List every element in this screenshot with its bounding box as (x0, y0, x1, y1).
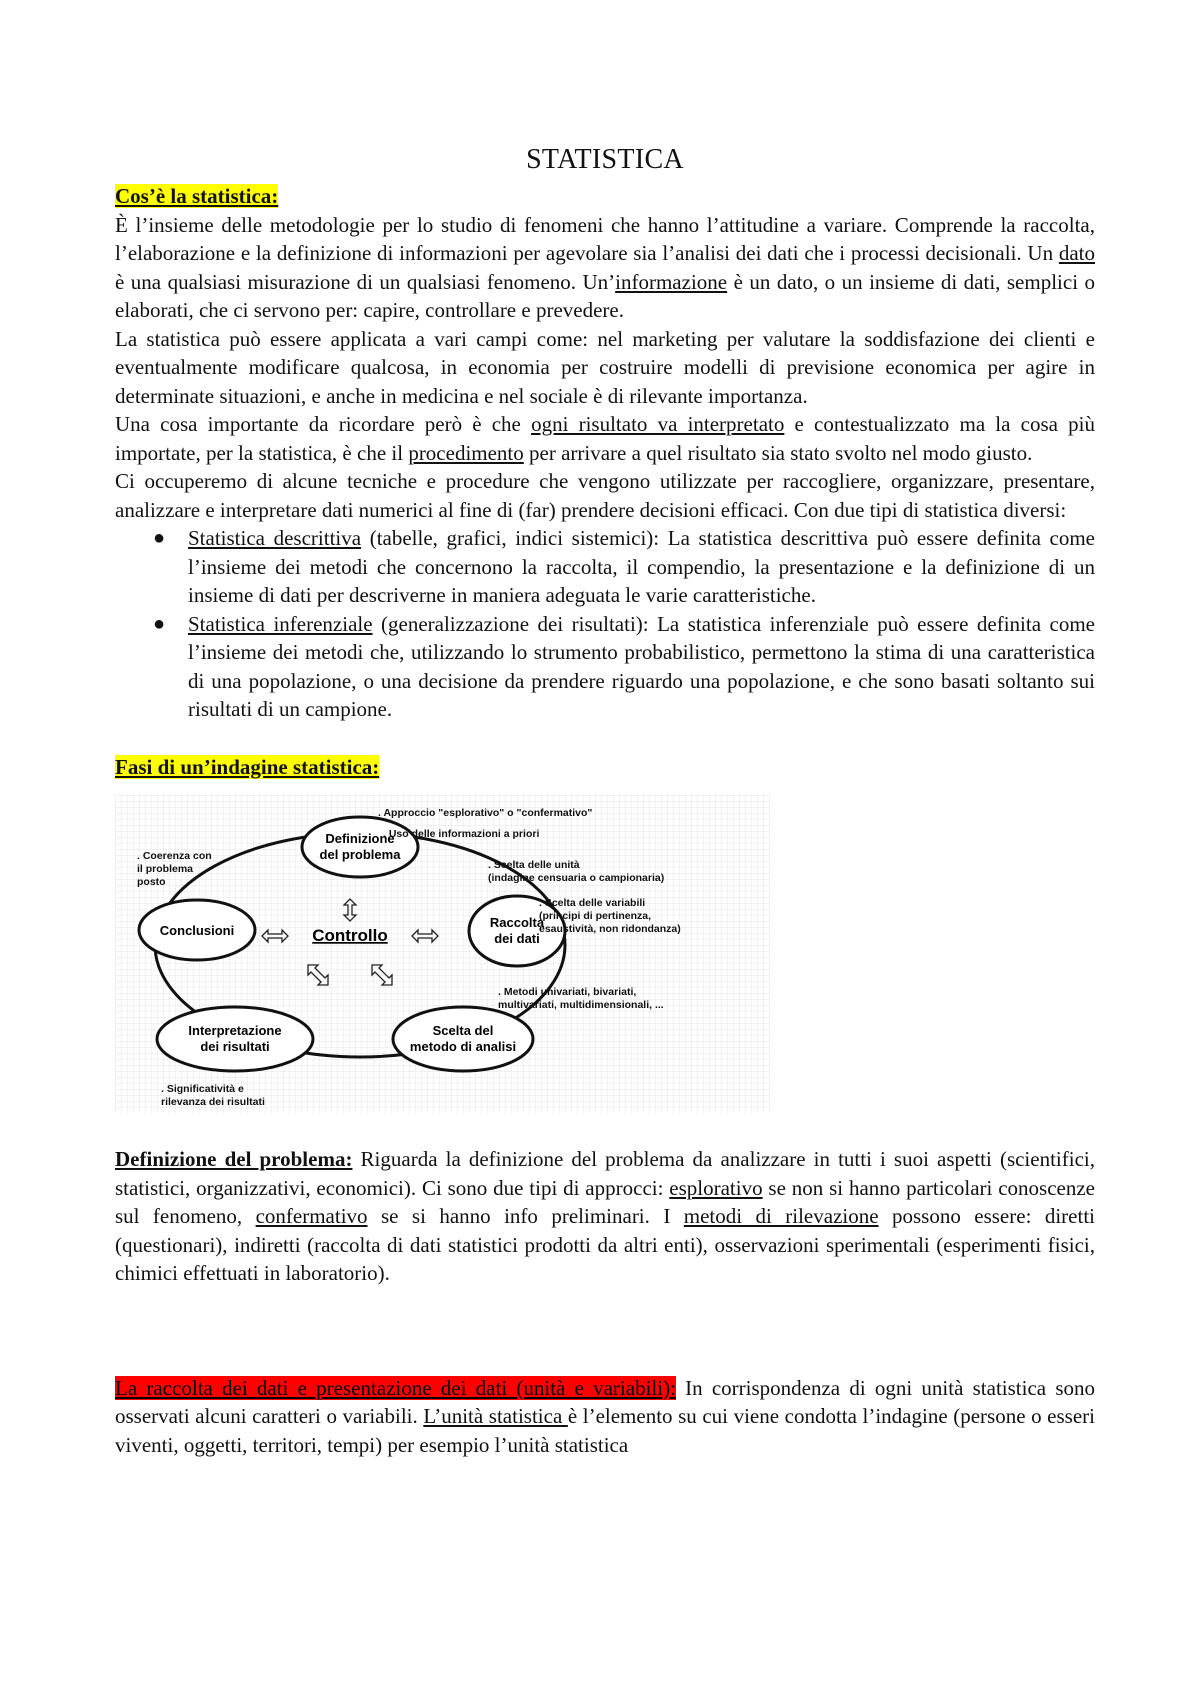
text-run: è una qualsiasi misurazione di un qualsiasi fenomeno. Un’ (115, 269, 616, 294)
node-scelta (393, 1007, 533, 1071)
text-run: In corrispondenza di ogni unità statistica sono osservati alcuni caratteri o variabili. (115, 1375, 1095, 1428)
underlined-term: Statistica inferenziale (188, 611, 373, 636)
note-label: . Scelta delle variabili (539, 897, 646, 909)
node-definizione (302, 817, 418, 877)
note-label: (indagine censuaria o campionaria) (488, 872, 665, 884)
paragraph-data-collection (115, 1374, 1095, 1460)
underlined-term-confermativo: confermativo (255, 1204, 368, 1228)
underlined-term-metodi: metodi di rilevazione (683, 1204, 879, 1228)
paragraph-definition (115, 211, 1095, 325)
text-run: Riguarda la definizione del problema da analizzare in tutti i suoi aspetti (scientifici, statistici, organizzativi, economici). Ci sono due tipi di approcci: (115, 1147, 1095, 1200)
text-run: è un dato, o un insieme di dati, semplici o elaborati, che ci servono per: capire, controllare e prevedere. (115, 269, 1095, 322)
paragraph-techniques: Ci occuperemo di alcune tecniche e procedure che vengono utilizzate per raccogliere, organizzare, presentare, analizzare e interpretare dati numerici al fine di (far) prendere decisioni efficaci. Con due tipi di statistica diversi: (115, 469, 1095, 522)
paragraph-problem-definition (115, 1145, 1095, 1288)
paragraph-applications: La statistica può essere applicata a vari campi come: nel marketing per valutare la soddisfazione dei clienti e eventualmente modificare qualcosa, in economia per costruire modelli di previsione economica per agire in determinate situazioni, e anche in medicina e nel sociale è di rilevante importanza. (115, 326, 1095, 408)
node-label: dei risultati (200, 1039, 270, 1054)
paragraph-interpretation (115, 410, 1095, 467)
note-label: il problema (137, 863, 194, 875)
underlined-term-informazione: informazione (615, 269, 728, 294)
node-label: Conclusioni (159, 923, 235, 938)
center-label-controllo: Controllo (312, 926, 388, 945)
text-run: è l’elemento su cui viene condotta l’indagine (persone o esseri viventi, oggetti, territori, tempi) per esempio l’unità statistica (115, 1404, 1095, 1457)
text-run: se si hanno info preliminari. I (367, 1204, 684, 1228)
note-label: . Approccio "esplorativo" o "confermativo" (378, 807, 593, 819)
note-label: posto (137, 876, 166, 888)
highlighted-heading: Fasi di un’indagine statistica: (115, 754, 380, 779)
node-label: metodo di analisi (409, 1039, 517, 1054)
note-label: . Uso delle informazioni a priori (383, 828, 540, 840)
node-label: dei dati (494, 931, 540, 946)
section-heading-what-is (115, 182, 1095, 211)
text-run: se non si hanno particolari conoscenze sul fenomeno, (115, 1175, 1096, 1228)
note-label: multivariati, multidimensionali, ... (498, 999, 664, 1011)
statistics-types-list (115, 524, 1095, 724)
note-label: esaustività, non ridondanza) (539, 923, 681, 935)
text-run: È l’insieme delle metodologie per lo studio di fenomeni che hanno l’attitudine a variare. Comprende la raccolta, l’elaborazione e la definizione di informazioni per agevolare sia l’analisi dei dati che i processi decisionali. Un (115, 212, 1095, 265)
list-item-inferenziale (115, 610, 1095, 724)
text-run: per arrivare a quel risultato sia stato svolto nel modo giusto. (523, 440, 1033, 465)
note-label: . Significatività e (161, 1083, 244, 1095)
underlined-term-dato: dato (1058, 241, 1095, 265)
highlighted-heading: Cos’è la statistica: (115, 184, 279, 208)
section-heading-phases (115, 753, 1095, 782)
note-label: rilevanza dei risultati (161, 1096, 265, 1108)
underlined-term: Statistica descrittiva (188, 526, 362, 550)
note-label: . Scelta delle unità (488, 859, 580, 871)
text-run: e contestualizzato ma la cosa più importate, per la statistica, è che il (115, 412, 1095, 465)
note-label: . Coerenza con (137, 850, 212, 862)
node-interpretazione (157, 1007, 313, 1071)
underlined-phrase: ogni risultato va interpretato (531, 412, 785, 436)
list-item-descrittiva (115, 524, 1095, 610)
text-run: possono essere: diretti (questionari), indiretti (raccolta di dati statistici prodotti da altri enti), osservazioni sperimentali (esperimenti fisici, chimici effettuati in laboratorio). (115, 1204, 1095, 1285)
page-title: STATISTICA (526, 144, 684, 175)
text-run: Una cosa importante da ricordare però è che (115, 412, 532, 436)
document-page (115, 140, 1095, 1459)
bullet-icon: ● (153, 527, 166, 549)
node-label: Scelta del (432, 1023, 494, 1038)
node-label: Definizione (325, 831, 395, 846)
node-conclusioni (139, 900, 255, 960)
text-run: (generalizzazione dei risultati): La statistica inferenziale può essere definita come l’insieme dei metodi che, utilizzando lo strumento probabilistico, permettono la stima di una caratteristica di una popolazione, o una decisione da prendere riguardo una popolazione, e che sono basati soltanto sui risultati di un campione. (188, 611, 1095, 721)
red-highlighted-heading: La raccolta dei dati e presentazione dei dati (unità e variabili): (115, 1375, 676, 1400)
underlined-term-esplorativo: esplorativo (669, 1175, 763, 1200)
note-label: . Metodi univariati, bivariati, (498, 986, 637, 998)
node-label: Interpretazione (188, 1023, 282, 1038)
note-label: (principi di pertinenza, (539, 910, 652, 922)
node-label: Raccolta (489, 915, 545, 930)
underlined-term-procedimento: procedimento (408, 440, 524, 465)
text-run: (tabelle, grafici, indici sistemici): La statistica descrittiva può essere definita come l’insieme dei metodi che concernono la raccolta, il compendio, la presentazione e la definizione di un insieme di dati per descriverne in maniera adeguata le varie caratteristiche. (188, 526, 1095, 607)
bullet-icon: ● (153, 612, 166, 635)
inline-heading: Definizione del problema: (115, 1147, 353, 1171)
node-label: del problema (319, 847, 401, 862)
phases-diagram (115, 795, 770, 1113)
underlined-term-unita: L’unità statistica (423, 1404, 568, 1428)
